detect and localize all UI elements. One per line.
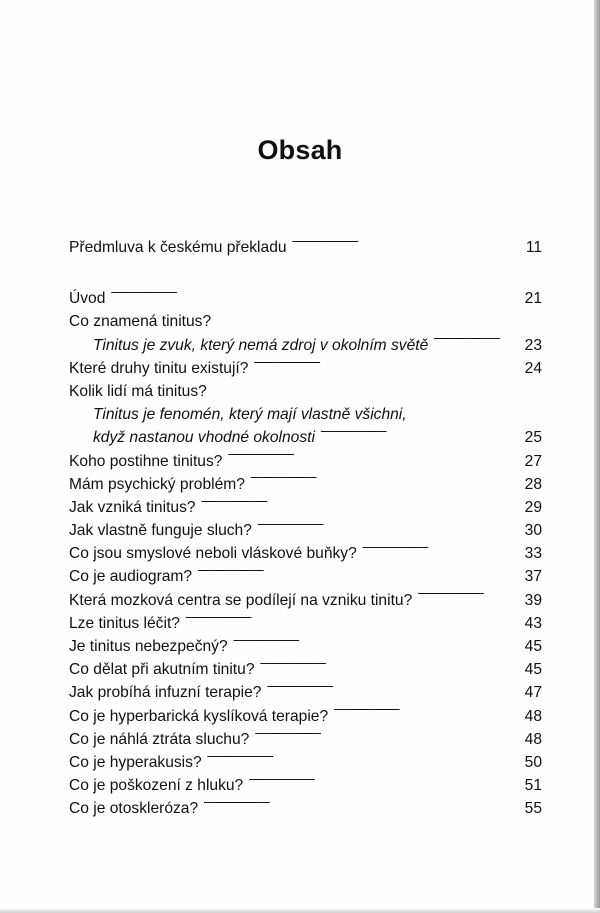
toc-entry [69,287,542,310]
toc-entry-title: Jak vzniká tinitus? [69,498,196,516]
toc-entry [69,751,542,774]
page-bottom-edge [0,908,600,913]
toc-page-number: 45 [524,661,542,679]
dot-leader [433,334,520,350]
toc-entry [69,705,542,728]
toc-page-number: 50 [524,753,542,771]
toc-entry-title: Mám psychický problém? [69,475,245,493]
dot-leader [185,612,520,628]
toc-page-number: 29 [524,498,542,516]
toc-page-number: 33 [524,545,542,563]
dot-leader [250,473,520,489]
dot-leader [362,543,520,559]
toc-entry [69,310,542,333]
dot-leader [320,427,520,443]
toc-entry [69,728,542,751]
toc-entry [69,473,542,496]
dot-leader [197,566,520,582]
toc-entry-title: Koho postihne tinitus? [69,452,223,470]
toc-page-number: 48 [524,730,542,748]
toc-entry-title: Co je poškození z hluku? [69,777,244,795]
page-edge-shadow [594,0,600,913]
toc-entry [69,635,542,658]
toc-page-number: 27 [524,452,542,470]
toc-entry-title: Co znamená tinitus? [69,313,212,331]
toc-page-number: 48 [524,707,542,725]
dot-leader [253,357,520,373]
toc-page-number: 24 [524,359,542,377]
dot-leader [201,496,520,512]
toc-page-number: 39 [524,591,542,609]
toc-page-number: 28 [524,475,542,493]
dot-leader [257,519,520,535]
toc-entry-title: Jak probíhá infuzní terapie? [69,684,262,702]
toc-entry-title: Co je náhlá ztráta sluchu? [69,730,250,748]
toc-entry [69,565,542,588]
toc-entry-title: Kolik lidí má tinitus? [69,382,207,400]
dot-leader [260,659,521,675]
toc-page-number: 25 [524,429,542,447]
table-of-contents [69,236,542,821]
toc-entry [69,774,542,797]
toc-page-number: 21 [524,290,542,308]
toc-entry-title: Tinitus je fenomén, který mají vlastně všichni, [93,406,407,424]
toc-page-number: 45 [524,638,542,655]
toc-subentry [69,334,542,357]
toc-page-number: 55 [524,800,542,818]
toc-entry [69,542,542,565]
toc-subentry [69,426,542,449]
dot-leader [292,236,520,252]
toc-entry-title: Co je otoskleróza? [69,800,199,818]
dot-leader [333,705,520,721]
toc-page-number: 51 [524,777,542,795]
toc-entry-title: Co dělat při akutním tinitu? [69,661,255,679]
dot-leader [233,635,520,651]
toc-entry [69,496,542,519]
toc-entry-title: Předmluva k českému překladu [69,239,287,256]
page-title: Obsah [257,135,343,165]
toc-entry [69,236,542,259]
dot-leader [207,751,520,767]
dot-leader [203,798,520,814]
toc-page-number: 30 [524,522,542,540]
toc-page-number: 23 [524,336,542,354]
toc-entry [69,658,542,681]
toc-entry-title: Tinitus je zvuk, který nemá zdroj v okolním světě [93,336,429,354]
toc-entry-title: Je tinitus nebezpečný? [69,638,228,655]
toc-page-number: 43 [524,614,542,632]
dot-leader [254,728,520,744]
toc-entry-title: Které druhy tinitu existují? [69,359,249,377]
dot-leader [227,450,520,466]
toc-entry [69,450,542,473]
toc-entry-title: Co je audiogram? [69,568,193,586]
toc-entry-title: Co jsou smyslové neboli vláskové buňky? [69,545,357,563]
section-gap [69,259,542,287]
dot-leader [248,775,520,791]
toc-entry-title: když nastanou vhodné okolnosti [93,429,315,447]
toc-entry [69,589,542,612]
dot-leader [266,682,520,698]
dot-leader [417,589,520,605]
toc-entry-title: Která mozková centra se podílejí na vzniku tinitu? [69,591,413,609]
toc-entry [69,681,542,704]
toc-entry [69,612,542,635]
toc-subentry [69,403,542,426]
toc-entry-title: Jak vlastně funguje sluch? [69,522,252,540]
toc-entry [69,380,542,403]
toc-entry [69,797,542,820]
toc-entry-title: Lze tinitus léčit? [69,614,180,632]
toc-entry-title: Co je hyperakusis? [69,753,202,771]
toc-page-number: 11 [525,239,542,256]
toc-entry-title: Úvod [69,290,106,308]
toc-entry-title: Co je hyperbarická kyslíková terapie? [69,707,329,725]
toc-page-number: 47 [524,684,542,702]
toc-entry [69,357,542,380]
dot-leader [110,288,520,304]
toc-entry [69,519,542,542]
toc-page-number: 37 [524,568,542,586]
